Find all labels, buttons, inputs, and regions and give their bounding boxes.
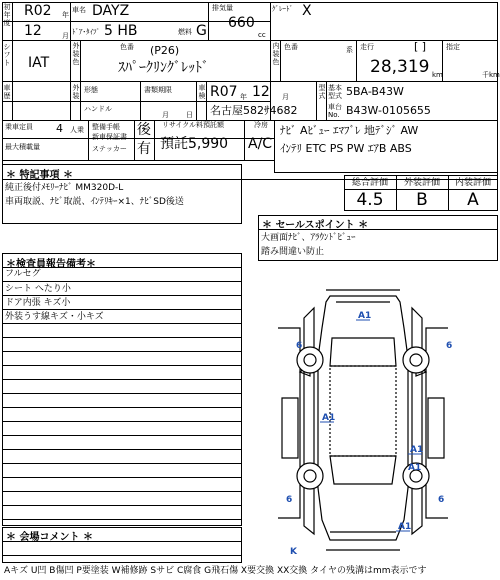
doc-label: 書類期限 <box>144 86 172 94</box>
person-label: 人乗 <box>70 126 84 134</box>
ruled-line <box>2 449 242 450</box>
grade-label: ｸﾞﾚｰﾄﾞ <box>272 5 293 13</box>
shaken-label: 車検 <box>198 84 206 100</box>
venue-comment-title: ＊ 会場コメント ＊ <box>6 532 93 543</box>
tire-mark: 6 <box>286 495 293 505</box>
km-label: km <box>432 71 443 79</box>
damage-mark: A1 <box>398 522 412 532</box>
equipment-line-2: ｲﾝﾃﾘ ETC PS PW ｴｱB ABS <box>280 142 412 155</box>
mileage: 28,319 <box>370 57 430 77</box>
ac-label: 冷房 <box>254 121 268 129</box>
ruled-line <box>2 505 242 506</box>
shaken-nen: 年 <box>240 93 247 101</box>
model: 5BA-B43W <box>346 85 404 98</box>
maint-value: 後 <box>137 122 151 138</box>
car-name: DAYZ <box>92 3 130 19</box>
inspector-note-line: 外装うす線キズ・小キズ <box>5 312 104 322</box>
int-key: 系 <box>346 46 353 54</box>
row-line <box>2 81 498 82</box>
special-notes-title: ＊ 特記事項 ＊ <box>6 170 73 181</box>
damage-mark: A1 <box>322 413 336 423</box>
ruled-line <box>2 463 242 464</box>
interior-score-label: 内装評価 <box>454 178 491 188</box>
ext2-label: 外装 <box>72 84 80 100</box>
int-label: 内装色 <box>272 42 280 66</box>
fuel: G <box>196 23 207 39</box>
warranty-label: 新車保証書 <box>92 133 127 141</box>
senkm-label: 千km <box>482 71 500 79</box>
exterior-score-label: 外装評価 <box>403 178 440 188</box>
sales-point-line: 踏み間違い防止 <box>261 247 325 257</box>
tire-mark: 6 <box>446 341 453 351</box>
recycle-label: リサイクル料預託額 <box>162 121 225 129</box>
row-line <box>2 120 498 121</box>
damage-legend: Aキズ U凹 B傷凹 P要塗装 W補修跡 Sサビ C腐食 G飛石傷 X要交換 XX交換 タイヤの残溝はmm表示です <box>4 566 427 576</box>
shift-label: シフト <box>3 43 11 67</box>
handle-label: ハンドル <box>84 105 112 113</box>
month-label: 月 <box>62 32 69 40</box>
grade: X <box>302 3 312 19</box>
type-label: 型式 <box>318 84 326 100</box>
row-line <box>2 138 274 139</box>
ruled-line <box>2 351 242 352</box>
special-note-line: 純正後付ﾒﾓﾘｰﾅﾋﾞ MM320D-L <box>5 183 124 193</box>
color-name: ｽﾊﾟｰｸﾘﾝｸﾞﾚｯﾄﾞ <box>118 60 209 76</box>
load-label: 最大積載量 <box>5 143 40 151</box>
damage-mark: A1 <box>358 311 372 321</box>
equipment-line-1: ﾅﾋﾞ Aﾋﾞｭｰ ｴﾏﾌﾞﾚ 地ﾃﾞｼﾞ AW <box>280 124 419 137</box>
shift: IAT <box>28 55 50 71</box>
year-month: 12 <box>24 23 42 39</box>
ruled-line <box>2 323 242 324</box>
warranty-value: 有 <box>137 141 151 157</box>
ruled-line <box>2 365 242 366</box>
inspector-note-line: シート へたり小 <box>5 284 71 294</box>
capacity-label: 乗車定員 <box>5 123 33 131</box>
doc-day: 日 <box>186 111 193 119</box>
ruled-line <box>2 337 242 338</box>
ruled-line <box>2 379 242 380</box>
year-nen: 年 <box>62 11 69 19</box>
int-color-label: 色番 <box>284 43 298 51</box>
mileage-label: 走行 <box>360 43 374 51</box>
damage-mark: K <box>290 547 297 557</box>
maint-label: 整備手帳 <box>92 123 120 131</box>
sticker-label: ステッカー <box>92 145 127 153</box>
car-name-label: 車名 <box>72 6 86 14</box>
capacity: 4 <box>56 122 63 135</box>
shaken-era: R07 <box>210 84 238 100</box>
tire-mark: 6 <box>438 495 445 505</box>
shaken-m: 月 <box>282 93 289 101</box>
doors: 5 HB <box>104 23 138 39</box>
ruled-line <box>2 491 242 492</box>
sales-points-title: ＊ セールスポイント ＊ <box>262 220 369 231</box>
ruled-line <box>2 393 242 394</box>
form-label: 形態 <box>84 86 98 94</box>
ruled-line <box>2 421 242 422</box>
chassis-label: 車台No. <box>328 103 342 119</box>
cc-label: cc <box>258 31 266 39</box>
ruled-line <box>2 295 242 296</box>
total-score: 4.5 <box>356 190 384 210</box>
inspector-note-line: ドア内張 キズ小 <box>5 298 71 308</box>
displacement-label: 排気量 <box>212 4 233 12</box>
ruled-line <box>2 281 242 282</box>
recycle: 預託5,990 <box>160 136 229 152</box>
ext-label: 外装色 <box>72 42 80 66</box>
color-label: 色番 <box>120 43 134 51</box>
mileage-bracket: [ ] <box>414 40 427 53</box>
ruled-line <box>2 435 242 436</box>
special-note-line: 車両取説、ﾅﾋﾞ取説、ｲﾝﾃﾘｷｰ×1、ﾅﾋﾞSD後送 <box>5 197 184 207</box>
hist-label: 車歴 <box>3 84 11 100</box>
chassis: B43W-0105655 <box>346 104 431 117</box>
inspector-note-line: フルセグ <box>5 269 41 279</box>
inspector-report-title: ＊検査員報告備考＊ <box>6 259 96 270</box>
year-era: R02 <box>24 3 52 19</box>
car-damage-diagram <box>270 288 456 560</box>
ruled-line <box>2 477 242 478</box>
tire-mark: 6 <box>296 341 303 351</box>
total-score-label: 総合評価 <box>351 178 388 188</box>
interior-score: A <box>467 190 479 210</box>
exterior-score: B <box>416 190 428 210</box>
year-label: 初年度 <box>3 3 11 27</box>
displacement: 660 <box>228 15 255 31</box>
fuel-label: 燃料 <box>178 28 192 36</box>
doc-month: 月 <box>162 111 169 119</box>
row-line <box>2 101 270 102</box>
model-label: 基本型式 <box>328 84 342 100</box>
shaken-month: 12 <box>252 84 270 100</box>
color-code: (P26) <box>150 44 180 57</box>
doors-label: ﾄﾞｱ･ﾀｲﾌﾟ <box>72 28 100 36</box>
plate: 名古屋582ｻ4682 <box>210 104 298 117</box>
sales-point-line: 大画面ﾅﾋﾞ、ｱﾗｳﾝﾄﾞﾋﾞｭｰ <box>261 233 356 243</box>
ruled-line <box>2 519 242 520</box>
damage-mark: A1 <box>408 463 422 473</box>
ac: A/C <box>248 136 273 152</box>
ruled-line <box>2 309 242 310</box>
damage-mark: A1 <box>410 445 424 455</box>
ruled-line <box>2 407 242 408</box>
inspect-label: 指定 <box>446 43 460 51</box>
